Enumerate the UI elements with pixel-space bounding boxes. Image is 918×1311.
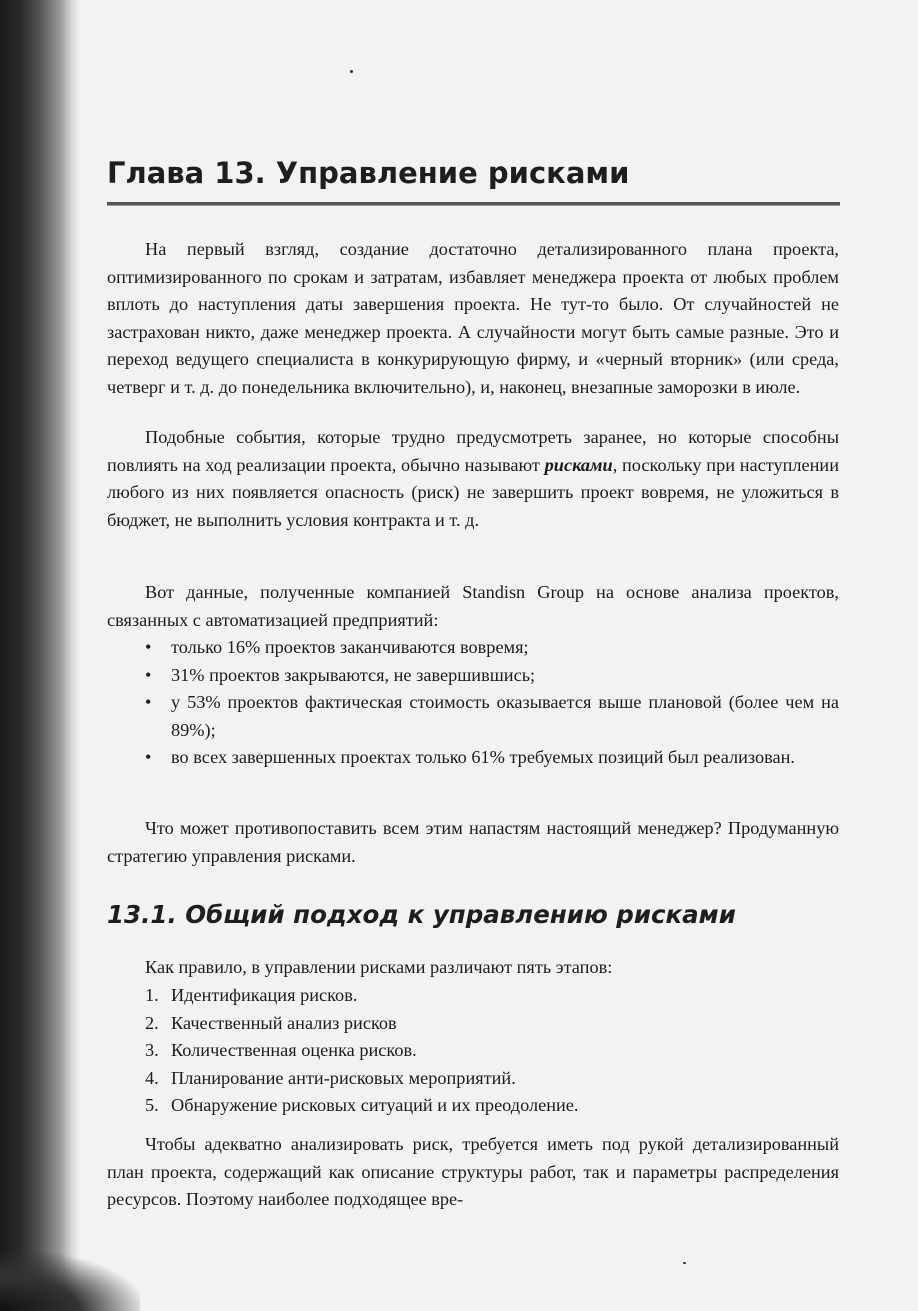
list-item [107,689,839,744]
step-text: Планирование анти-рисковых мероприятий. [171,1067,516,1088]
step-text: Обнаружение рисковых ситуаций и их преодоление. [171,1095,579,1116]
step-text: Качественный анализ рисков [171,1012,397,1033]
list-item [107,1010,839,1038]
list-item-text: только 16% проектов заканчиваются вовремя; [171,637,529,657]
bullet-glyph: • [145,664,152,685]
list-item [107,634,839,662]
intro-paragraph-1: На первый взгляд, создание достаточно детализированного плана проекта, оптимизированного по срокам и затратам, избавляет менеджера проекта от любых проблем вплоть до наступления даты завершения проекта. Не тут-то было. От случайностей не застрахован никто, даже менеджер проекта. А случайности могут быть самые разные. Это и переход ведущего специалиста в конкурирующую фирму, и «черный вторник» (или среда, четверг и т. д. до понедельника включительно), и, наконец, внезапные заморозки в июле. [107,239,839,397]
step-number: 5. [145,1095,159,1116]
closing-paragraph: Что может противопоставить всем этим напастям настоящий менеджер? Продуманную стратегию управления рисками. [107,818,839,866]
chapter-title-rule [107,202,840,206]
intro-paragraph-2-start: Подобные события, которые трудно предусмотреть заранее, но которые способны повлиять на ход реализации проекта, обычно называют [107,427,839,475]
binding-shadow [0,0,80,1311]
stats-list [107,634,839,772]
stats-lead: Вот данные, полученные компанией Standisn Group на основе анализа проектов, связанных с автоматизацией предприятий: [107,582,839,630]
step-number: 4. [145,1067,159,1088]
scan-speck [7,92,11,95]
chapter-title: Глава 13. Управление рисками [107,156,630,190]
list-item-text: во всех завершенных проектах только 61% требуемых позиций был реализован. [171,747,796,768]
list-item [107,1037,839,1065]
scan-speck [683,1262,686,1264]
section-title: 13.1. Общий подход к управлению рисками [107,900,736,929]
step-text: Количественная оценка рисков. [171,1040,417,1061]
list-item [107,662,839,690]
bullet-glyph: • [145,747,152,768]
intro-paragraph-2 [107,424,839,534]
list-item [107,1092,839,1120]
list-item-text: 31% проектов закрываются, не завершившись; [171,664,536,685]
scan-speck [350,70,353,73]
term-emphasis: рисками [544,454,613,475]
section-lead: Как правило, в управлении рисками различают пять этапов: [145,957,613,977]
steps-list [107,982,839,1120]
bullet-glyph: • [145,692,152,713]
list-item-text: у 53% проектов фактическая стоимость оказывается выше плановой (более чем на 89%); [171,692,839,740]
step-text: Идентификация рисков. [171,985,358,1005]
list-item [107,744,839,772]
bullet-glyph: • [145,637,152,657]
step-number: 2. [145,1012,159,1033]
intro-paragraph-2-end: , поскольку при наступлении любого из них появляется опасность (риск) не завершить проект вовремя, не уложиться в бюджет, не выполнить условия контракта и т. д. [107,454,839,530]
scan-speck [7,68,10,77]
binding-shadow-corner [0,1251,140,1311]
final-paragraph: Чтобы адекватно анализировать риск, требуется иметь под рукой детализированный план проекта, содержащий как описание структуры работ, так и параметры распределения ресурсов. Поэтому наиболее подходящее вре- [107,1134,839,1210]
list-item [107,1065,839,1093]
list-item [107,982,839,1010]
step-number: 3. [145,1040,159,1061]
step-number: 1. [145,985,159,1005]
